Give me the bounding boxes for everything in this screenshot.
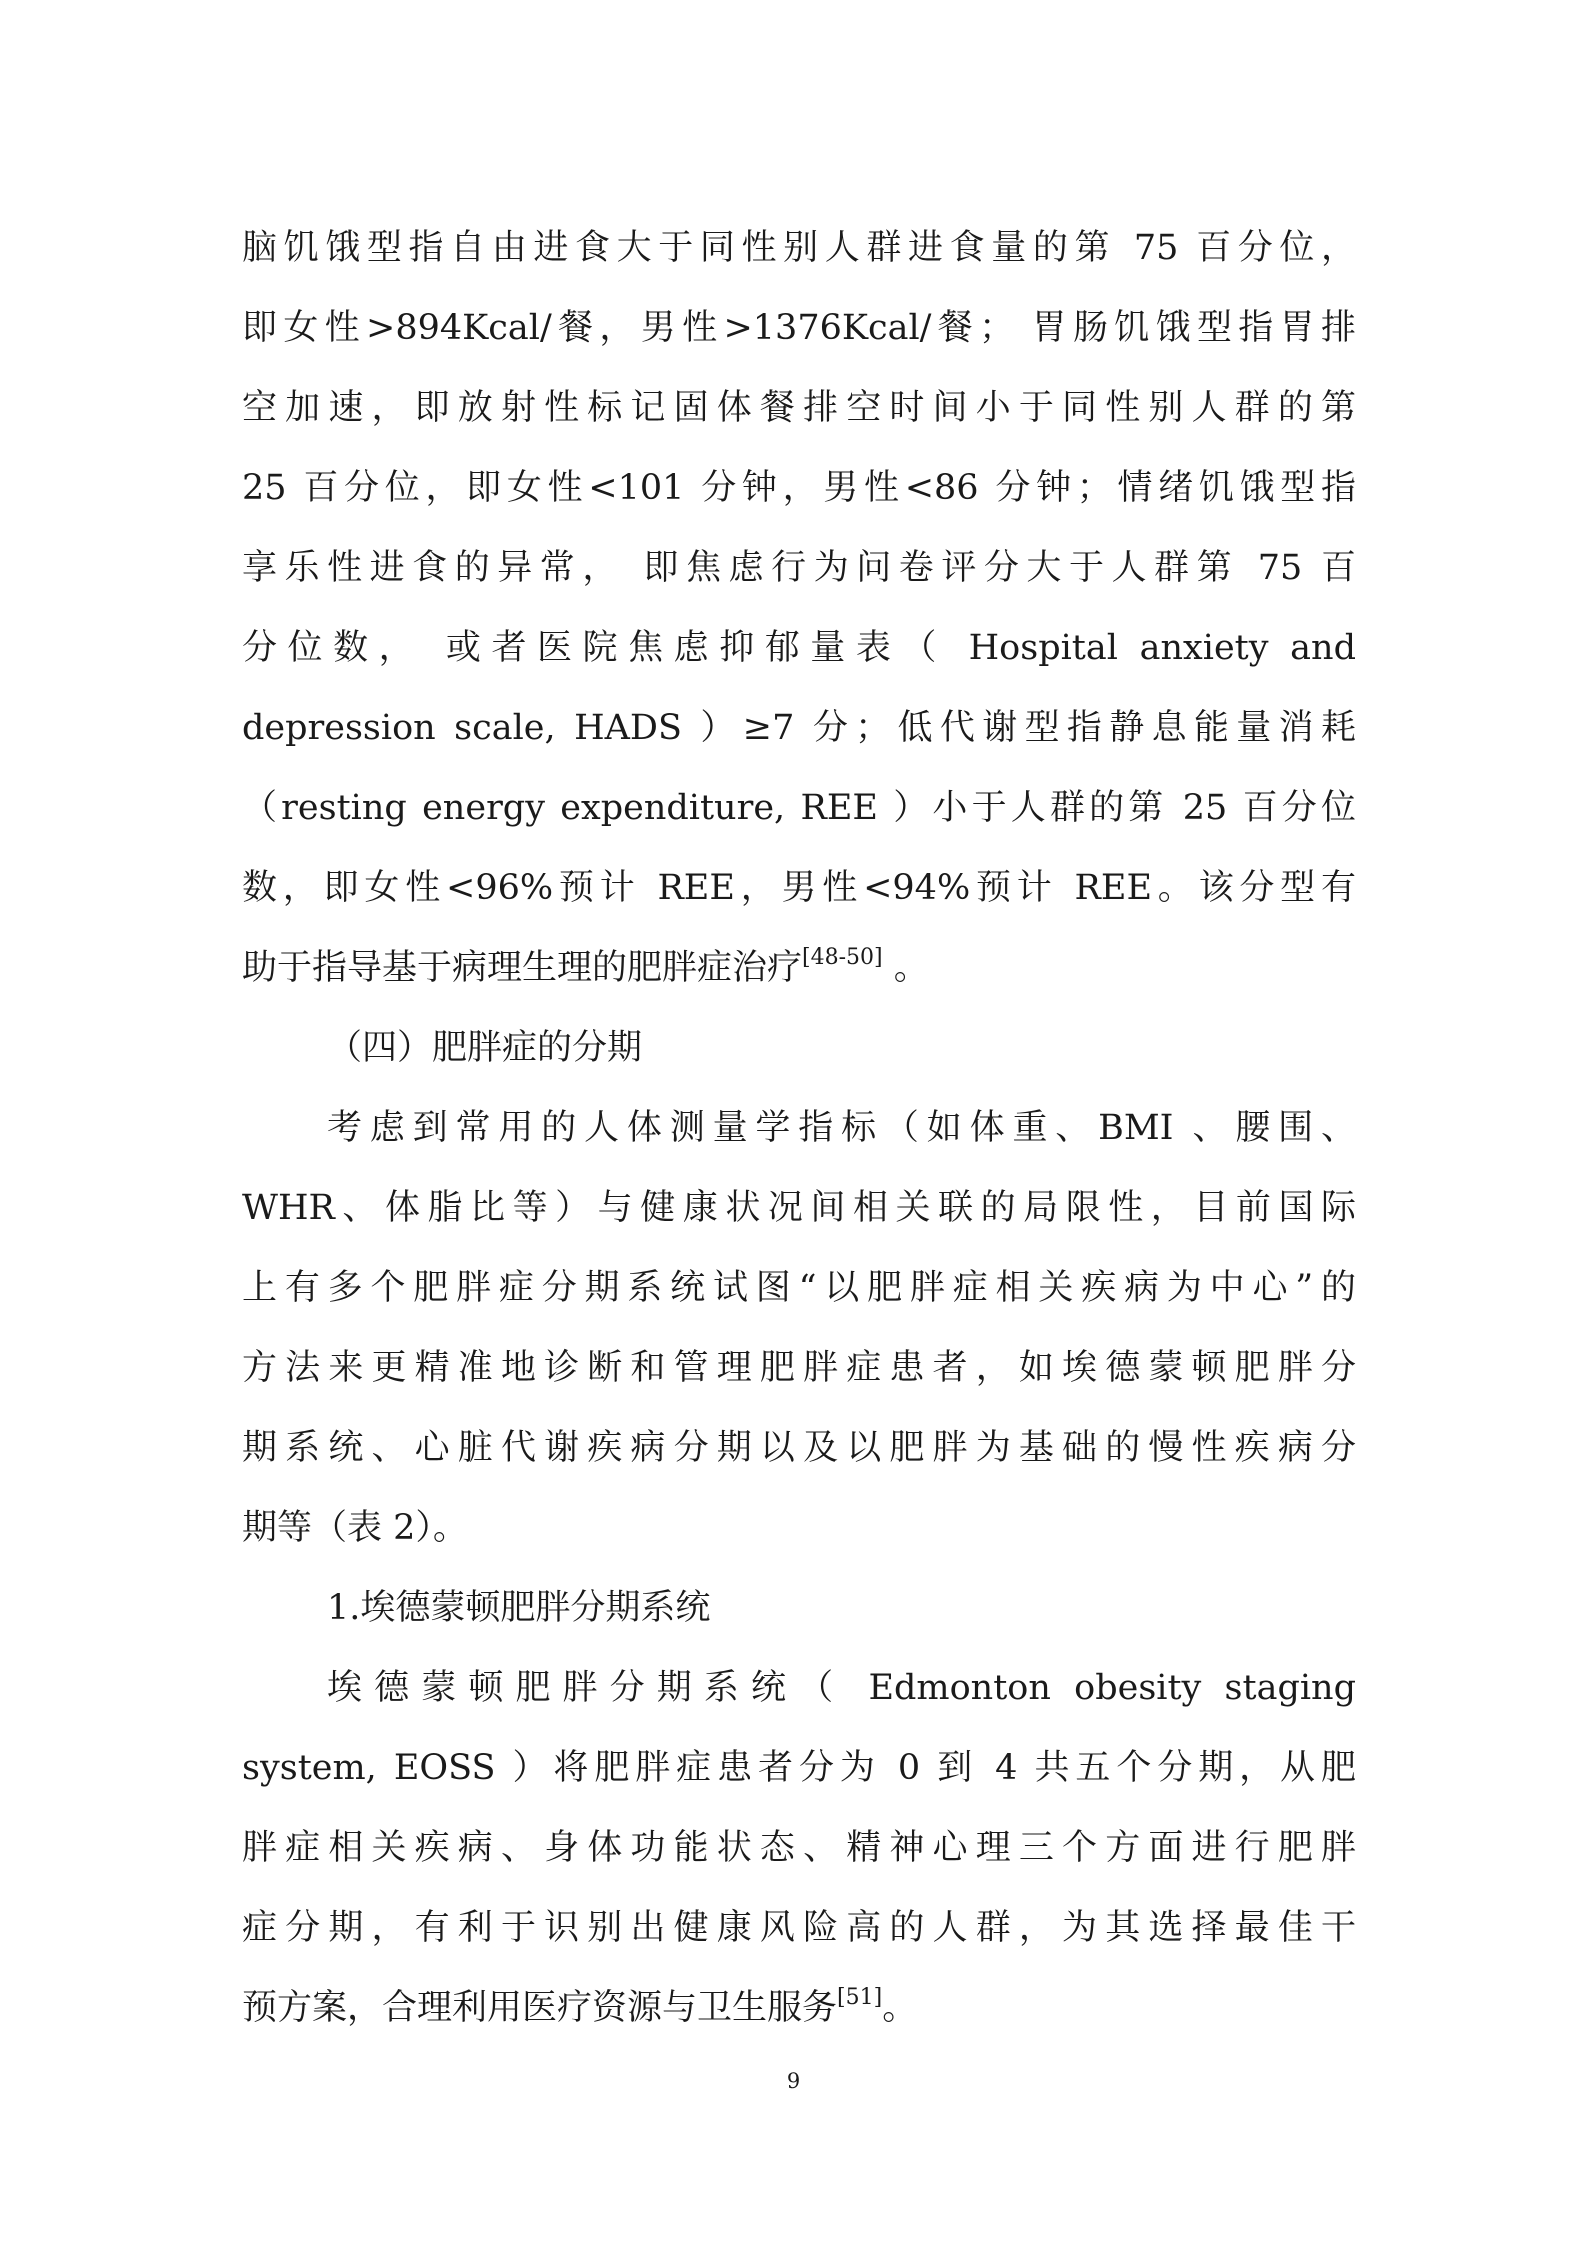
- paragraph-1-line-1: 脑饥饿型指自由进食大于同性别人群进食量的第 75 百分位，: [242, 228, 1356, 268]
- paragraph-3-last-end: 。: [882, 1988, 918, 2028]
- paragraph-1-line-4: 25 百分位，即女性<101 分钟，男性<86 分钟；情绪饥饿型指: [242, 468, 1356, 508]
- paragraph-3-line-4: 症分期，有利于识别出健康风险高的人群，为其选择最佳干: [242, 1908, 1356, 1948]
- page-number: 9: [786, 2069, 801, 2093]
- paragraph-3-line-1: 埃德蒙顿肥胖分期系统（ Edmonton obesity staging: [327, 1668, 1356, 1708]
- citation-48-50: [48-50]: [802, 945, 883, 970]
- paragraph-1-last-end: 。: [882, 948, 929, 988]
- paragraph-1-line-6: 分位数， 或者医院焦虑抑郁量表（ Hospital anxiety and: [242, 628, 1356, 668]
- citation-51: [51]: [837, 1985, 883, 2010]
- paragraph-1-line-7: depression scale, HADS ）≥7 分；低代谢型指静息能量消耗: [242, 708, 1356, 748]
- subsection-heading-eoss: 1.埃德蒙顿肥胖分期系统: [327, 1588, 711, 1628]
- paragraph-1-line-8: （resting energy expenditure, REE ）小于人群的第 25 百分位: [242, 788, 1356, 828]
- paragraph-2-line-5: 期系统、心脏代谢疾病分期以及以肥胖为基础的慢性疾病分: [242, 1428, 1356, 1468]
- paragraph-1-line-10: [242, 944, 929, 992]
- paragraph-2-line-2: WHR、体脂比等）与健康状况间相关联的局限性，目前国际: [242, 1188, 1356, 1228]
- paragraph-3-line-3: 胖症相关疾病、身体功能状态、精神心理三个方面进行肥胖: [242, 1828, 1356, 1868]
- paragraph-2-line-3: 上有多个肥胖症分期系统试图“以肥胖症相关疾病为中心”的: [242, 1268, 1356, 1308]
- paragraph-1-line-2: 即女性>894Kcal/餐，男性>1376Kcal/餐； 胃肠饥饿型指胃排: [242, 308, 1356, 348]
- paragraph-3-last-text: 预方案，合理利用医疗资源与卫生服务: [242, 1988, 838, 2028]
- paragraph-3-line-5: [242, 1984, 917, 2032]
- section-heading-staging: （四）肥胖症的分期: [327, 1028, 643, 1068]
- paragraph-1-line-5: 享乐性进食的异常， 即焦虑行为问卷评分大于人群第 75 百: [242, 548, 1356, 588]
- paragraph-2-line-1: 考虑到常用的人体测量学指标（如体重、BMI 、腰围、: [327, 1108, 1356, 1148]
- paragraph-1-line-9: 数，即女性<96%预计 REE，男性<94%预计 REE。该分型有: [242, 868, 1356, 908]
- paragraph-1-last-text: 助于指导基于病理生理的肥胖症治疗: [242, 948, 803, 988]
- paragraph-1-line-3: 空加速，即放射性标记固体餐排空时间小于同性别人群的第: [242, 388, 1356, 428]
- paragraph-2-line-6: 期等（表 2）。: [242, 1508, 468, 1548]
- paragraph-3-line-2: system, EOSS ）将肥胖症患者分为 0 到 4 共五个分期，从肥: [242, 1748, 1356, 1788]
- paragraph-2-line-4: 方法来更精准地诊断和管理肥胖症患者，如埃德蒙顿肥胖分: [242, 1348, 1356, 1388]
